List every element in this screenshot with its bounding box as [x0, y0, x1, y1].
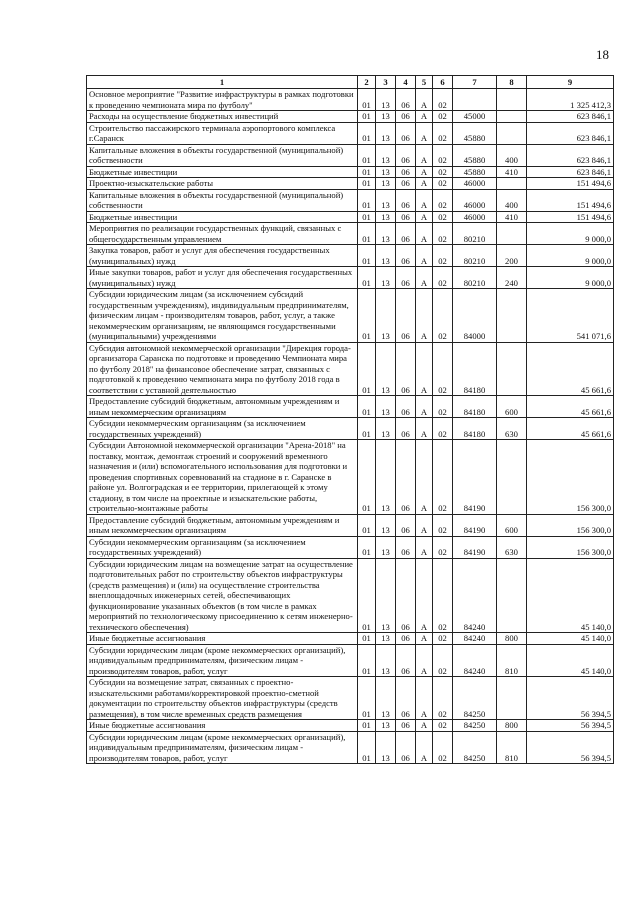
direction-code: 84000: [453, 289, 497, 343]
subprogram-code: А: [416, 189, 433, 211]
program-code: 06: [396, 514, 416, 536]
subprogram-code: А: [416, 720, 433, 732]
table-row: [87, 178, 614, 190]
section-code: 01: [358, 633, 376, 645]
table-row: [87, 144, 614, 166]
amount: 56 394,5: [527, 731, 614, 764]
table-row: [87, 720, 614, 732]
table-row: [87, 122, 614, 144]
section-code: 01: [358, 211, 376, 223]
subprogram-code: А: [416, 144, 433, 166]
program-code: 06: [396, 89, 416, 111]
direction-code: 84180: [453, 418, 497, 440]
subsection-code: 13: [376, 89, 396, 111]
event-code: 02: [433, 178, 453, 190]
row-name: Субсидия автономной некоммерческой организации "Дирекция города-организатора Саранска по подготовке и проведению Чемпионата мира по футболу 2018" на финансовое обеспечение затрат, связанных с подготовкой к проведению чемпионата мира по футболу 2018 года в соответствии с уставной деятельностью: [87, 342, 358, 396]
table-row: [87, 89, 614, 111]
subprogram-code: А: [416, 514, 433, 536]
direction-code: 46000: [453, 189, 497, 211]
subprogram-code: А: [416, 644, 433, 677]
expense-type-code: [497, 111, 527, 123]
direction-code: 84250: [453, 720, 497, 732]
amount: 45 140,0: [527, 633, 614, 645]
row-name: Мероприятия по реализации государственных функций, связанных с общегосударственным управлением: [87, 223, 358, 245]
direction-code: 84190: [453, 536, 497, 558]
amount: 45 661,6: [527, 418, 614, 440]
event-code: 02: [433, 289, 453, 343]
section-code: 01: [358, 514, 376, 536]
program-code: 06: [396, 111, 416, 123]
subsection-code: 13: [376, 189, 396, 211]
section-code: 01: [358, 144, 376, 166]
expense-type-code: [497, 223, 527, 245]
amount: 1 325 412,3: [527, 89, 614, 111]
expense-type-code: 630: [497, 536, 527, 558]
subsection-code: 13: [376, 514, 396, 536]
event-code: 02: [433, 536, 453, 558]
direction-code: 84240: [453, 633, 497, 645]
column-header: 8: [497, 76, 527, 89]
event-code: 02: [433, 440, 453, 515]
amount: 56 394,5: [527, 720, 614, 732]
expense-type-code: 600: [497, 396, 527, 418]
row-name: Предоставление субсидий бюджетным, автономным учреждениям и иным некоммерческим организациям: [87, 514, 358, 536]
subprogram-code: А: [416, 89, 433, 111]
row-name: Основное мероприятие "Развитие инфраструктуры в рамках подготовки к проведению чемпионата мира по футболу": [87, 89, 358, 111]
expense-type-code: [497, 440, 527, 515]
subprogram-code: А: [416, 418, 433, 440]
section-code: 01: [358, 440, 376, 515]
subprogram-code: А: [416, 223, 433, 245]
subprogram-code: А: [416, 245, 433, 267]
subprogram-code: А: [416, 440, 433, 515]
section-code: 01: [358, 89, 376, 111]
direction-code: 45880: [453, 144, 497, 166]
subsection-code: 13: [376, 644, 396, 677]
subprogram-code: А: [416, 166, 433, 178]
table-row: [87, 644, 614, 677]
amount: 56 394,5: [527, 677, 614, 720]
event-code: 02: [433, 144, 453, 166]
program-code: 06: [396, 166, 416, 178]
program-code: 06: [396, 342, 416, 396]
program-code: 06: [396, 644, 416, 677]
expense-type-code: [497, 558, 527, 633]
section-code: 01: [358, 122, 376, 144]
header-row: [87, 76, 614, 89]
program-code: 06: [396, 440, 416, 515]
table-row: [87, 289, 614, 343]
expense-type-code: [497, 89, 527, 111]
expense-type-code: [497, 342, 527, 396]
column-header: 9: [527, 76, 614, 89]
subsection-code: 13: [376, 178, 396, 190]
row-name: Субсидии юридическим лицам (кроме некоммерческих организаций), индивидуальным предпринимателям, физическим лицам - производителям товаров, работ, услуг: [87, 644, 358, 677]
subsection-code: 13: [376, 245, 396, 267]
row-name: Субсидии юридическим лицам (кроме некоммерческих организаций), индивидуальным предпринимателям, физическим лицам - производителям товаров, работ, услуг: [87, 731, 358, 764]
subprogram-code: А: [416, 267, 433, 289]
amount: 9 000,0: [527, 223, 614, 245]
direction-code: 45880: [453, 122, 497, 144]
row-name: Субсидии юридическим лицам на возмещение затрат на осуществление подготовительных работ по строительству объектов инфраструктуры (средств размещения) и (или) на осуществление строительства внеплощадочных инженерных сетей, обеспечивающих функционирование указанных объектов (в том числе в рамках мероприятий по технологическому присоединению к сетям инженерно-технического обеспечения): [87, 558, 358, 633]
subsection-code: 13: [376, 677, 396, 720]
program-code: 06: [396, 633, 416, 645]
row-name: Проектно-изыскательские работы: [87, 178, 358, 190]
amount: 623 846,1: [527, 111, 614, 123]
table-row: [87, 245, 614, 267]
event-code: 02: [433, 122, 453, 144]
table-row: [87, 267, 614, 289]
subprogram-code: А: [416, 396, 433, 418]
section-code: 01: [358, 189, 376, 211]
table-row: [87, 514, 614, 536]
subsection-code: 13: [376, 342, 396, 396]
expense-type-code: 800: [497, 633, 527, 645]
event-code: 02: [433, 342, 453, 396]
page-number: 18: [596, 47, 609, 62]
amount: 151 494,6: [527, 189, 614, 211]
direction-code: 80210: [453, 267, 497, 289]
subsection-code: 13: [376, 396, 396, 418]
expense-type-code: [497, 677, 527, 720]
direction-code: 84240: [453, 558, 497, 633]
section-code: 01: [358, 720, 376, 732]
section-code: 01: [358, 396, 376, 418]
program-code: 06: [396, 122, 416, 144]
program-code: 06: [396, 189, 416, 211]
event-code: 02: [433, 189, 453, 211]
program-code: 06: [396, 720, 416, 732]
amount: 45 661,6: [527, 396, 614, 418]
program-code: 06: [396, 211, 416, 223]
program-code: 06: [396, 536, 416, 558]
row-name: Строительство пассажирского терминала аэропортового комплекса г.Саранск: [87, 122, 358, 144]
subsection-code: 13: [376, 720, 396, 732]
subsection-code: 13: [376, 211, 396, 223]
amount: 45 661,6: [527, 342, 614, 396]
subsection-code: 13: [376, 440, 396, 515]
row-name: Субсидии на возмещение затрат, связанных с проектно-изыскательскими работами/корректировкой проектно-сметной документации по строительству объектов инфраструктуры (средств размещения), в том числе временных средств размещения: [87, 677, 358, 720]
subprogram-code: А: [416, 178, 433, 190]
direction-code: 45880: [453, 166, 497, 178]
subprogram-code: А: [416, 211, 433, 223]
amount: 45 140,0: [527, 558, 614, 633]
direction-code: 46000: [453, 178, 497, 190]
amount: 9 000,0: [527, 245, 614, 267]
direction-code: 84240: [453, 644, 497, 677]
section-code: 01: [358, 178, 376, 190]
amount: 45 140,0: [527, 644, 614, 677]
section-code: 01: [358, 267, 376, 289]
budget-table: [86, 75, 614, 764]
program-code: 06: [396, 677, 416, 720]
subprogram-code: А: [416, 677, 433, 720]
direction-code: 80210: [453, 245, 497, 267]
subsection-code: 13: [376, 111, 396, 123]
direction-code: 84190: [453, 514, 497, 536]
table-row: [87, 558, 614, 633]
column-header: 3: [376, 76, 396, 89]
event-code: 02: [433, 396, 453, 418]
section-code: 01: [358, 111, 376, 123]
column-header: 5: [416, 76, 433, 89]
event-code: 02: [433, 677, 453, 720]
program-code: 06: [396, 267, 416, 289]
row-name: Бюджетные инвестиции: [87, 166, 358, 178]
table-row: [87, 418, 614, 440]
section-code: 01: [358, 418, 376, 440]
event-code: 02: [433, 558, 453, 633]
row-name: Предоставление субсидий бюджетным, автономным учреждениям и иным некоммерческим организациям: [87, 396, 358, 418]
expense-type-code: 240: [497, 267, 527, 289]
row-name: Расходы на осуществление бюджетных инвестиций: [87, 111, 358, 123]
amount: 151 494,6: [527, 211, 614, 223]
expense-type-code: 630: [497, 418, 527, 440]
table-row: [87, 396, 614, 418]
subsection-code: 13: [376, 144, 396, 166]
section-code: 01: [358, 223, 376, 245]
column-header: 6: [433, 76, 453, 89]
column-header: 1: [87, 76, 358, 89]
event-code: 02: [433, 267, 453, 289]
expense-type-code: 810: [497, 731, 527, 764]
subsection-code: 13: [376, 223, 396, 245]
program-code: 06: [396, 558, 416, 633]
program-code: 06: [396, 178, 416, 190]
row-name: Капитальные вложения в объекты государственной (муниципальной) собственности: [87, 189, 358, 211]
subprogram-code: А: [416, 342, 433, 396]
row-name: Бюджетные инвестиции: [87, 211, 358, 223]
direction-code: 84180: [453, 342, 497, 396]
expense-type-code: 800: [497, 720, 527, 732]
subprogram-code: А: [416, 536, 433, 558]
amount: 151 494,6: [527, 178, 614, 190]
direction-code: 45000: [453, 111, 497, 123]
expense-type-code: 400: [497, 144, 527, 166]
table-row: [87, 166, 614, 178]
table-row: [87, 677, 614, 720]
column-header: 7: [453, 76, 497, 89]
direction-code: 84190: [453, 440, 497, 515]
subsection-code: 13: [376, 558, 396, 633]
table-row: [87, 211, 614, 223]
program-code: 06: [396, 144, 416, 166]
section-code: 01: [358, 536, 376, 558]
event-code: 02: [433, 731, 453, 764]
event-code: 02: [433, 89, 453, 111]
event-code: 02: [433, 644, 453, 677]
table-row: [87, 731, 614, 764]
expense-type-code: [497, 178, 527, 190]
program-code: 06: [396, 396, 416, 418]
column-header: 2: [358, 76, 376, 89]
direction-code: 80210: [453, 223, 497, 245]
subprogram-code: А: [416, 558, 433, 633]
amount: 623 846,1: [527, 144, 614, 166]
row-name: Иные бюджетные ассигнования: [87, 720, 358, 732]
section-code: 01: [358, 289, 376, 343]
subsection-code: 13: [376, 289, 396, 343]
table-row: [87, 223, 614, 245]
subsection-code: 13: [376, 731, 396, 764]
amount: 156 300,0: [527, 440, 614, 515]
subsection-code: 13: [376, 267, 396, 289]
direction-code: 46000: [453, 211, 497, 223]
section-code: 01: [358, 677, 376, 720]
row-name: Субсидии некоммерческим организациям (за исключением государственных учреждений): [87, 536, 358, 558]
event-code: 02: [433, 166, 453, 178]
section-code: 01: [358, 731, 376, 764]
subsection-code: 13: [376, 418, 396, 440]
row-name: Иные бюджетные ассигнования: [87, 633, 358, 645]
expense-type-code: 410: [497, 166, 527, 178]
event-code: 02: [433, 720, 453, 732]
amount: 541 071,6: [527, 289, 614, 343]
table-row: [87, 633, 614, 645]
program-code: 06: [396, 223, 416, 245]
subsection-code: 13: [376, 122, 396, 144]
row-name: Иные закупки товаров, работ и услуг для обеспечения государственных (муниципальных) нужд: [87, 267, 358, 289]
section-code: 01: [358, 342, 376, 396]
section-code: 01: [358, 644, 376, 677]
row-name: Субсидии юридическим лицам (за исключением субсидий государственным учреждениям), индивидуальным предпринимателям, физическим лицам - производителям товаров, работ, услуг, а также некоммерческим организациям, не являющимся государственными (муниципальными) учреждениями: [87, 289, 358, 343]
table-row: [87, 536, 614, 558]
table-row: [87, 189, 614, 211]
event-code: 02: [433, 633, 453, 645]
event-code: 02: [433, 211, 453, 223]
expense-type-code: 600: [497, 514, 527, 536]
program-code: 06: [396, 245, 416, 267]
event-code: 02: [433, 418, 453, 440]
subsection-code: 13: [376, 536, 396, 558]
expense-type-code: [497, 289, 527, 343]
subsection-code: 13: [376, 633, 396, 645]
row-name: Субсидии Автономной некоммерческой организации "Арена-2018" на поставку, монтаж, демонтаж строений и сооружений временного назначения и (или) вспомогательного использования для подготовки и проведения спортивных соревнований на стадионе в г. Саранске в районе ул. Волгоградская и ее территории, прилегающей к этому стадиону, в том числе на проектные и изыскательские работы, строительно-монтажные работы: [87, 440, 358, 515]
subprogram-code: А: [416, 289, 433, 343]
row-name: Капитальные вложения в объекты государственной (муниципальной) собственности: [87, 144, 358, 166]
subprogram-code: А: [416, 633, 433, 645]
program-code: 06: [396, 418, 416, 440]
expense-type-code: 410: [497, 211, 527, 223]
event-code: 02: [433, 245, 453, 267]
event-code: 02: [433, 111, 453, 123]
section-code: 01: [358, 245, 376, 267]
row-name: Субсидии некоммерческим организациям (за исключением государственных учреждений): [87, 418, 358, 440]
row-name: Закупка товаров, работ и услуг для обеспечения государственных (муниципальных) нужд: [87, 245, 358, 267]
direction-code: 84250: [453, 677, 497, 720]
amount: 9 000,0: [527, 267, 614, 289]
table-row: [87, 440, 614, 515]
amount: 623 846,1: [527, 122, 614, 144]
program-code: 06: [396, 731, 416, 764]
section-code: 01: [358, 166, 376, 178]
section-code: 01: [358, 558, 376, 633]
expense-type-code: 200: [497, 245, 527, 267]
amount: 156 300,0: [527, 536, 614, 558]
expense-type-code: [497, 122, 527, 144]
event-code: 02: [433, 223, 453, 245]
table-row: [87, 111, 614, 123]
subprogram-code: А: [416, 122, 433, 144]
expense-type-code: 810: [497, 644, 527, 677]
amount: 623 846,1: [527, 166, 614, 178]
expense-type-code: 400: [497, 189, 527, 211]
subprogram-code: А: [416, 111, 433, 123]
direction-code: 84250: [453, 731, 497, 764]
direction-code: [453, 89, 497, 111]
direction-code: 84180: [453, 396, 497, 418]
program-code: 06: [396, 289, 416, 343]
table-row: [87, 342, 614, 396]
amount: 156 300,0: [527, 514, 614, 536]
event-code: 02: [433, 514, 453, 536]
subprogram-code: А: [416, 731, 433, 764]
subsection-code: 13: [376, 166, 396, 178]
column-header: 4: [396, 76, 416, 89]
